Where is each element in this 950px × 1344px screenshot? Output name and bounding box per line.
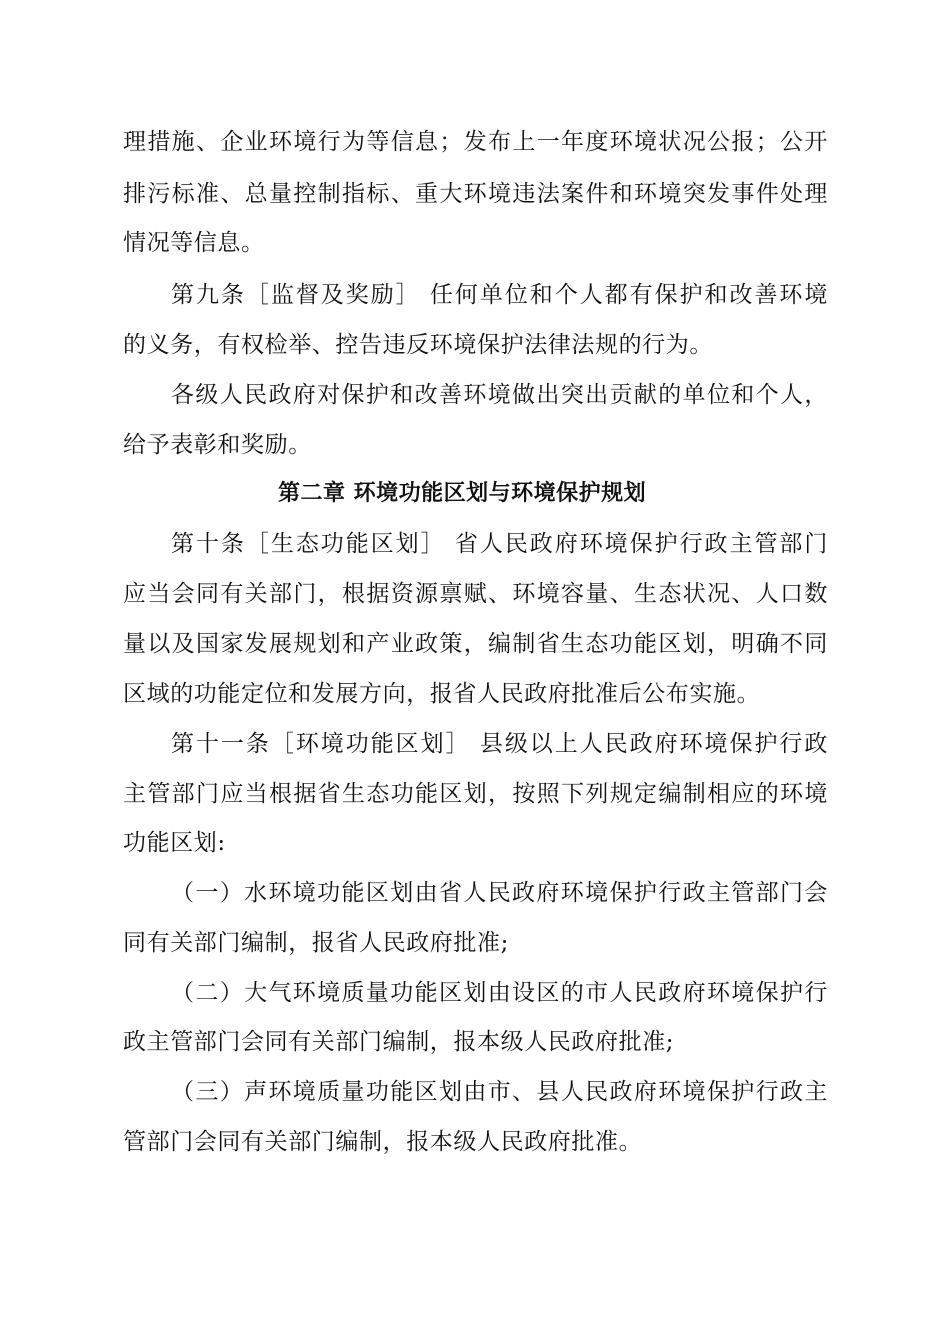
list-item-3-line: （三）声环境质量功能区划由市、县人民政府环境保护行政主	[171, 1079, 828, 1105]
text-line: 情况等信息。	[123, 230, 265, 256]
text-line: 功能区划:	[123, 830, 226, 856]
article-9-line: 第九条［监督及奖励］ 任何单位和个人都有保护和改善环境	[171, 282, 828, 308]
text-line: 理措施、企业环境行为等信息；发布上一年度环境状况公报；公开	[123, 129, 828, 155]
text-line: 应当会同有关部门，根据资源禀赋、环境容量、生态状况、人口数	[123, 581, 828, 607]
article-10-line: 第十条［生态功能区划］ 省人民政府环境保护行政主管部门	[171, 531, 828, 557]
list-item-1-line: （一）水环境功能区划由省人民政府环境保护行政主管部门会	[171, 880, 828, 906]
list-item-2-line: （二）大气环境质量功能区划由设区的市人民政府环境保护行	[171, 980, 828, 1006]
text-line: 的义务，有权检举、控告违反环境保护法律法规的行为。	[123, 332, 713, 358]
text-line: 区域的功能定位和发展方向，报省人民政府批准后公布实施。	[123, 681, 761, 707]
chapter-heading: 第二章 环境功能区划与环境保护规划	[278, 481, 647, 506]
paragraph-line: 各级人民政府对保护和改善环境做出突出贡献的单位和个人，	[171, 382, 828, 408]
article-11-line: 第十一条［环境功能区划］ 县级以上人民政府环境保护行政	[171, 731, 828, 757]
text-line: 主管部门应当根据省生态功能区划，按照下列规定编制相应的环境	[123, 781, 828, 807]
text-line: 管部门会同有关部门编制，报本级人民政府批准。	[123, 1129, 643, 1155]
text-line: 给予表彰和奖励。	[123, 432, 312, 458]
text-line: 政主管部门会同有关部门编制，报本级人民政府批准;	[123, 1029, 675, 1055]
text-line: 量以及国家发展规划和产业政策，编制省生态功能区划，明确不同	[123, 631, 828, 657]
text-line: 同有关部门编制，报省人民政府批准;	[123, 930, 509, 956]
text-line: 排污标准、总量控制指标、重大环境违法案件和环境突发事件处理	[123, 181, 828, 207]
